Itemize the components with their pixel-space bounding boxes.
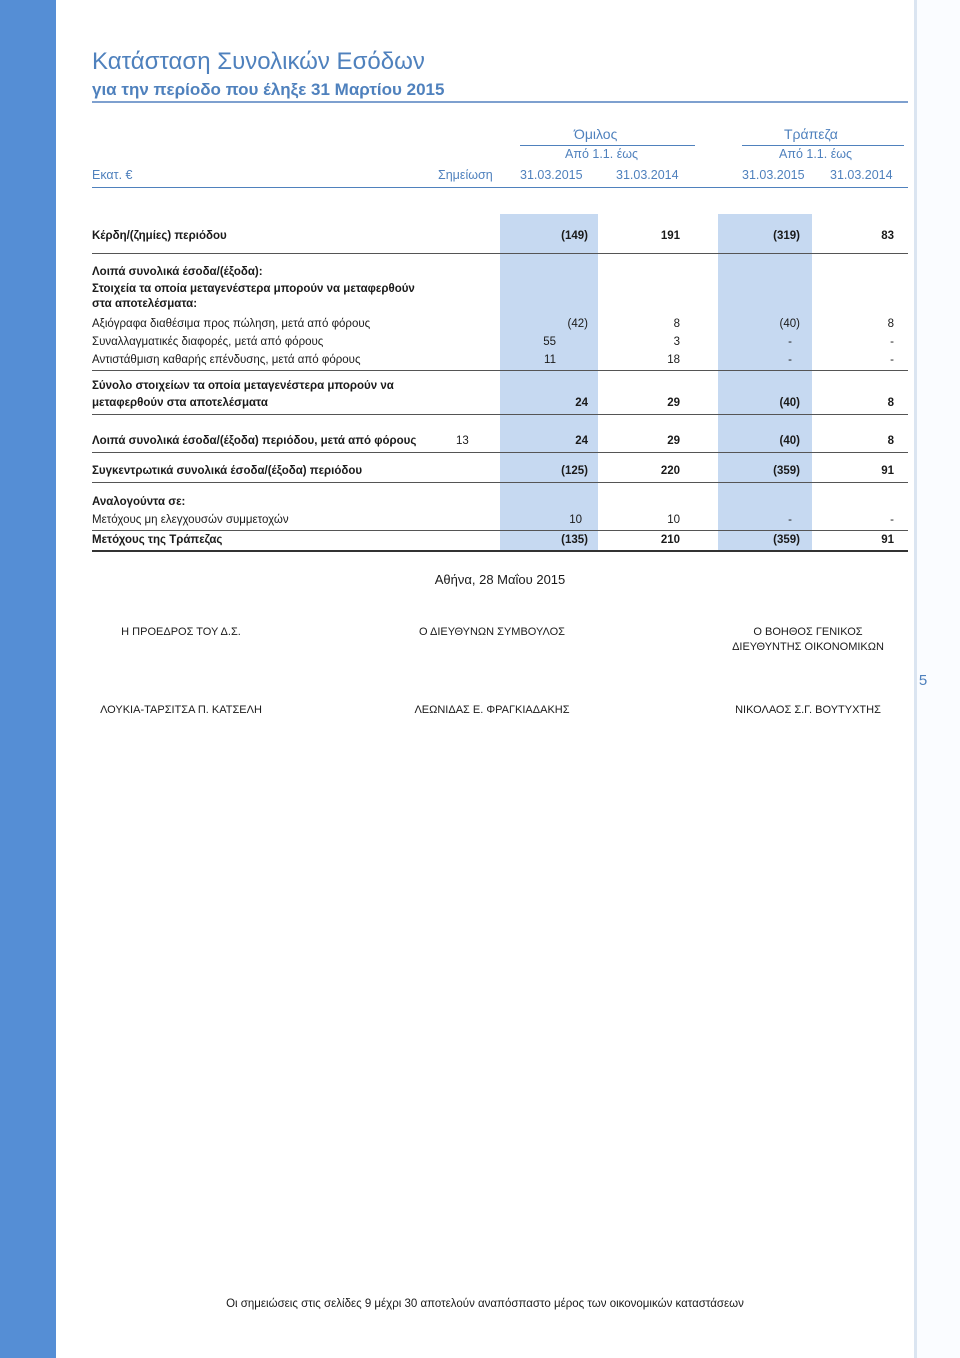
row-fx-group-2015: 55 <box>543 336 556 348</box>
date-header-bank-2015: 31.03.2015 <box>742 168 805 182</box>
left-accent-bar <box>0 0 56 1358</box>
currency-label: Εκατ. € <box>92 168 133 182</box>
row-shareholders-group-2015: (135) <box>561 534 588 546</box>
title-divider <box>92 101 908 103</box>
row-divider <box>92 253 908 254</box>
row-oci-after-tax-bank-2014: 8 <box>887 435 894 447</box>
row-fx-bank-2014: - <box>890 336 894 348</box>
row-divider <box>92 370 908 371</box>
header-divider <box>92 187 908 188</box>
table-bottom-divider <box>92 550 908 552</box>
row-reclass-total-bank-2014: 8 <box>887 397 894 409</box>
row-profit-loss-group-2015: (149) <box>561 230 588 242</box>
row-label-total-comprehensive: Συγκεντρωτικά συνολικά έσοδα/(έξοδα) περιόδου <box>92 465 363 477</box>
row-label-afs: Αξιόγραφα διαθέσιμα προς πώληση, μετά από φόρους <box>92 318 371 330</box>
row-hedge-bank-2015: - <box>788 354 792 366</box>
row-label-oci-heading: Λοιπά συνολικά έσοδα/(έξοδα): <box>92 266 263 278</box>
row-fx-bank-2015: - <box>788 336 792 348</box>
date-header-bank-2014: 31.03.2014 <box>830 168 893 182</box>
row-nci-group-2014: 10 <box>667 514 680 526</box>
page-subtitle: για την περίοδο που έληξε 31 Μαρτίου 2015 <box>92 80 445 99</box>
row-total-comprehensive-group-2015: (125) <box>561 465 588 477</box>
row-profit-loss-bank-2014: 83 <box>881 230 894 242</box>
date-header-group-2014: 31.03.2014 <box>616 168 679 182</box>
row-oci-after-tax-group-2015: 24 <box>575 435 588 447</box>
row-afs-bank-2014: 8 <box>887 318 894 330</box>
row-label-attributable: Αναλογούντα σε: <box>92 496 186 508</box>
row-total-comprehensive-bank-2015: (359) <box>773 465 800 477</box>
row-profit-loss-group-2014: 191 <box>660 230 680 242</box>
group-period-label: Από 1.1. έως <box>565 147 639 161</box>
row-hedge-group-2014: 18 <box>667 354 680 366</box>
signature-title-chair: Η ΠΡΟΕΔΡΟΣ ΤΟΥ Δ.Σ. <box>121 626 241 638</box>
bank-2015-column-shade <box>718 214 812 550</box>
row-hedge-group-2015: 11 <box>544 354 556 366</box>
signature-name-chair: ΛΟΥΚΙΑ-ΤΑΡΣΙΤΣΑ Π. ΚΑΤΣΕΛΗ <box>100 704 262 716</box>
row-shareholders-bank-2015: (359) <box>773 534 800 546</box>
row-afs-bank-2015: (40) <box>779 318 800 330</box>
signature-title-ceo: Ο ΔΙΕΥΘΥΝΩΝ ΣΥΜΒΟΥΛΟΣ <box>418 626 565 638</box>
place-date: Αθήνα, 28 Μαΐου 2015 <box>434 572 566 587</box>
row-nci-group-2015: 10 <box>569 514 582 526</box>
page-title: Κατάσταση Συνολικών Εσόδων <box>92 48 425 75</box>
row-label-nci: Μετόχους μη ελεγχουσών συμμετοχών <box>92 514 289 526</box>
row-total-comprehensive-group-2014: 220 <box>660 465 680 477</box>
row-divider <box>92 530 908 531</box>
row-shareholders-bank-2014: 91 <box>881 534 894 546</box>
row-label-shareholders: Μετόχους της Τράπεζας <box>92 534 223 546</box>
row-divider <box>92 482 908 483</box>
row-nci-bank-2015: - <box>788 514 792 526</box>
group-header-underline <box>520 145 695 146</box>
row-divider <box>92 452 908 453</box>
row-fx-group-2014: 3 <box>673 336 680 348</box>
row-label-reclass-total-1: Σύνολο στοιχείων τα οποία μεταγενέστερα μπορούν να <box>92 380 394 392</box>
row-reclass-total-bank-2015: (40) <box>779 397 800 409</box>
row-hedge-bank-2014: - <box>890 354 894 366</box>
row-afs-group-2014: 8 <box>673 318 680 330</box>
row-afs-group-2015: (42) <box>567 318 588 330</box>
bank-period-label: Από 1.1. έως <box>779 147 853 161</box>
row-oci-after-tax-bank-2015: (40) <box>779 435 800 447</box>
signature-title-cfo-line2: ΔΙΕΥΘΥΝΤΗΣ ΟΙΚΟΝΟΜΙΚΩΝ <box>732 641 884 653</box>
row-profit-loss-bank-2015: (319) <box>773 230 800 242</box>
bank-header-underline <box>742 145 904 146</box>
page-footer: Οι σημειώσεις στις σελίδες 9 μέχρι 30 αποτελούν αναπόσπαστο μέρος των οικονομικών καταστάσεων <box>226 1298 744 1310</box>
row-label-profit-loss: Κέρδη/(ζημίες) περιόδου <box>92 230 227 242</box>
signature-name-cfo: ΝΙΚΟΛΑΟΣ Σ.Γ. ΒΟΥΤΥΧΤΗΣ <box>735 704 881 716</box>
signature-title-cfo-line1: Ο ΒΟΗΘΟΣ ΓΕΝΙΚΟΣ <box>753 626 863 638</box>
row-total-comprehensive-bank-2014: 91 <box>881 465 894 477</box>
row-reclass-total-group-2015: 24 <box>575 397 588 409</box>
bank-header: Τράπεζα <box>784 126 838 142</box>
note-column-header: Σημείωση <box>438 168 493 182</box>
group-header: Όμιλος <box>574 126 618 142</box>
row-label-reclass-total-2: μεταφερθούν στα αποτελέσματα <box>92 397 268 409</box>
row-label-hedge: Αντιστάθμιση καθαρής επένδυσης, μετά από φόρους <box>92 354 361 366</box>
group-2015-column-shade <box>500 214 598 550</box>
row-nci-bank-2014: - <box>890 514 894 526</box>
row-label-reclass-heading-2: στα αποτελέσματα: <box>92 298 198 310</box>
row-divider <box>92 414 908 415</box>
row-label-fx: Συναλλαγματικές διαφορές, μετά από φόρους <box>92 336 324 348</box>
row-shareholders-group-2014: 210 <box>660 534 680 546</box>
date-header-group-2015: 31.03.2015 <box>520 168 583 182</box>
row-reclass-total-group-2014: 29 <box>667 397 680 409</box>
row-label-oci-after-tax: Λοιπά συνολικά έσοδα/(έξοδα) περιόδου, μετά από φόρους <box>92 435 417 447</box>
signature-name-ceo: ΛΕΩΝΙΔΑΣ Ε. ΦΡΑΓΚΙΑΔΑΚΗΣ <box>414 704 570 716</box>
page-number: 5 <box>918 672 928 689</box>
row-oci-after-tax-note: 13 <box>456 435 469 447</box>
row-label-reclass-heading-1: Στοιχεία τα οποία μεταγενέστερα μπορούν να μεταφερθούν <box>92 283 415 295</box>
row-oci-after-tax-group-2014: 29 <box>667 435 680 447</box>
